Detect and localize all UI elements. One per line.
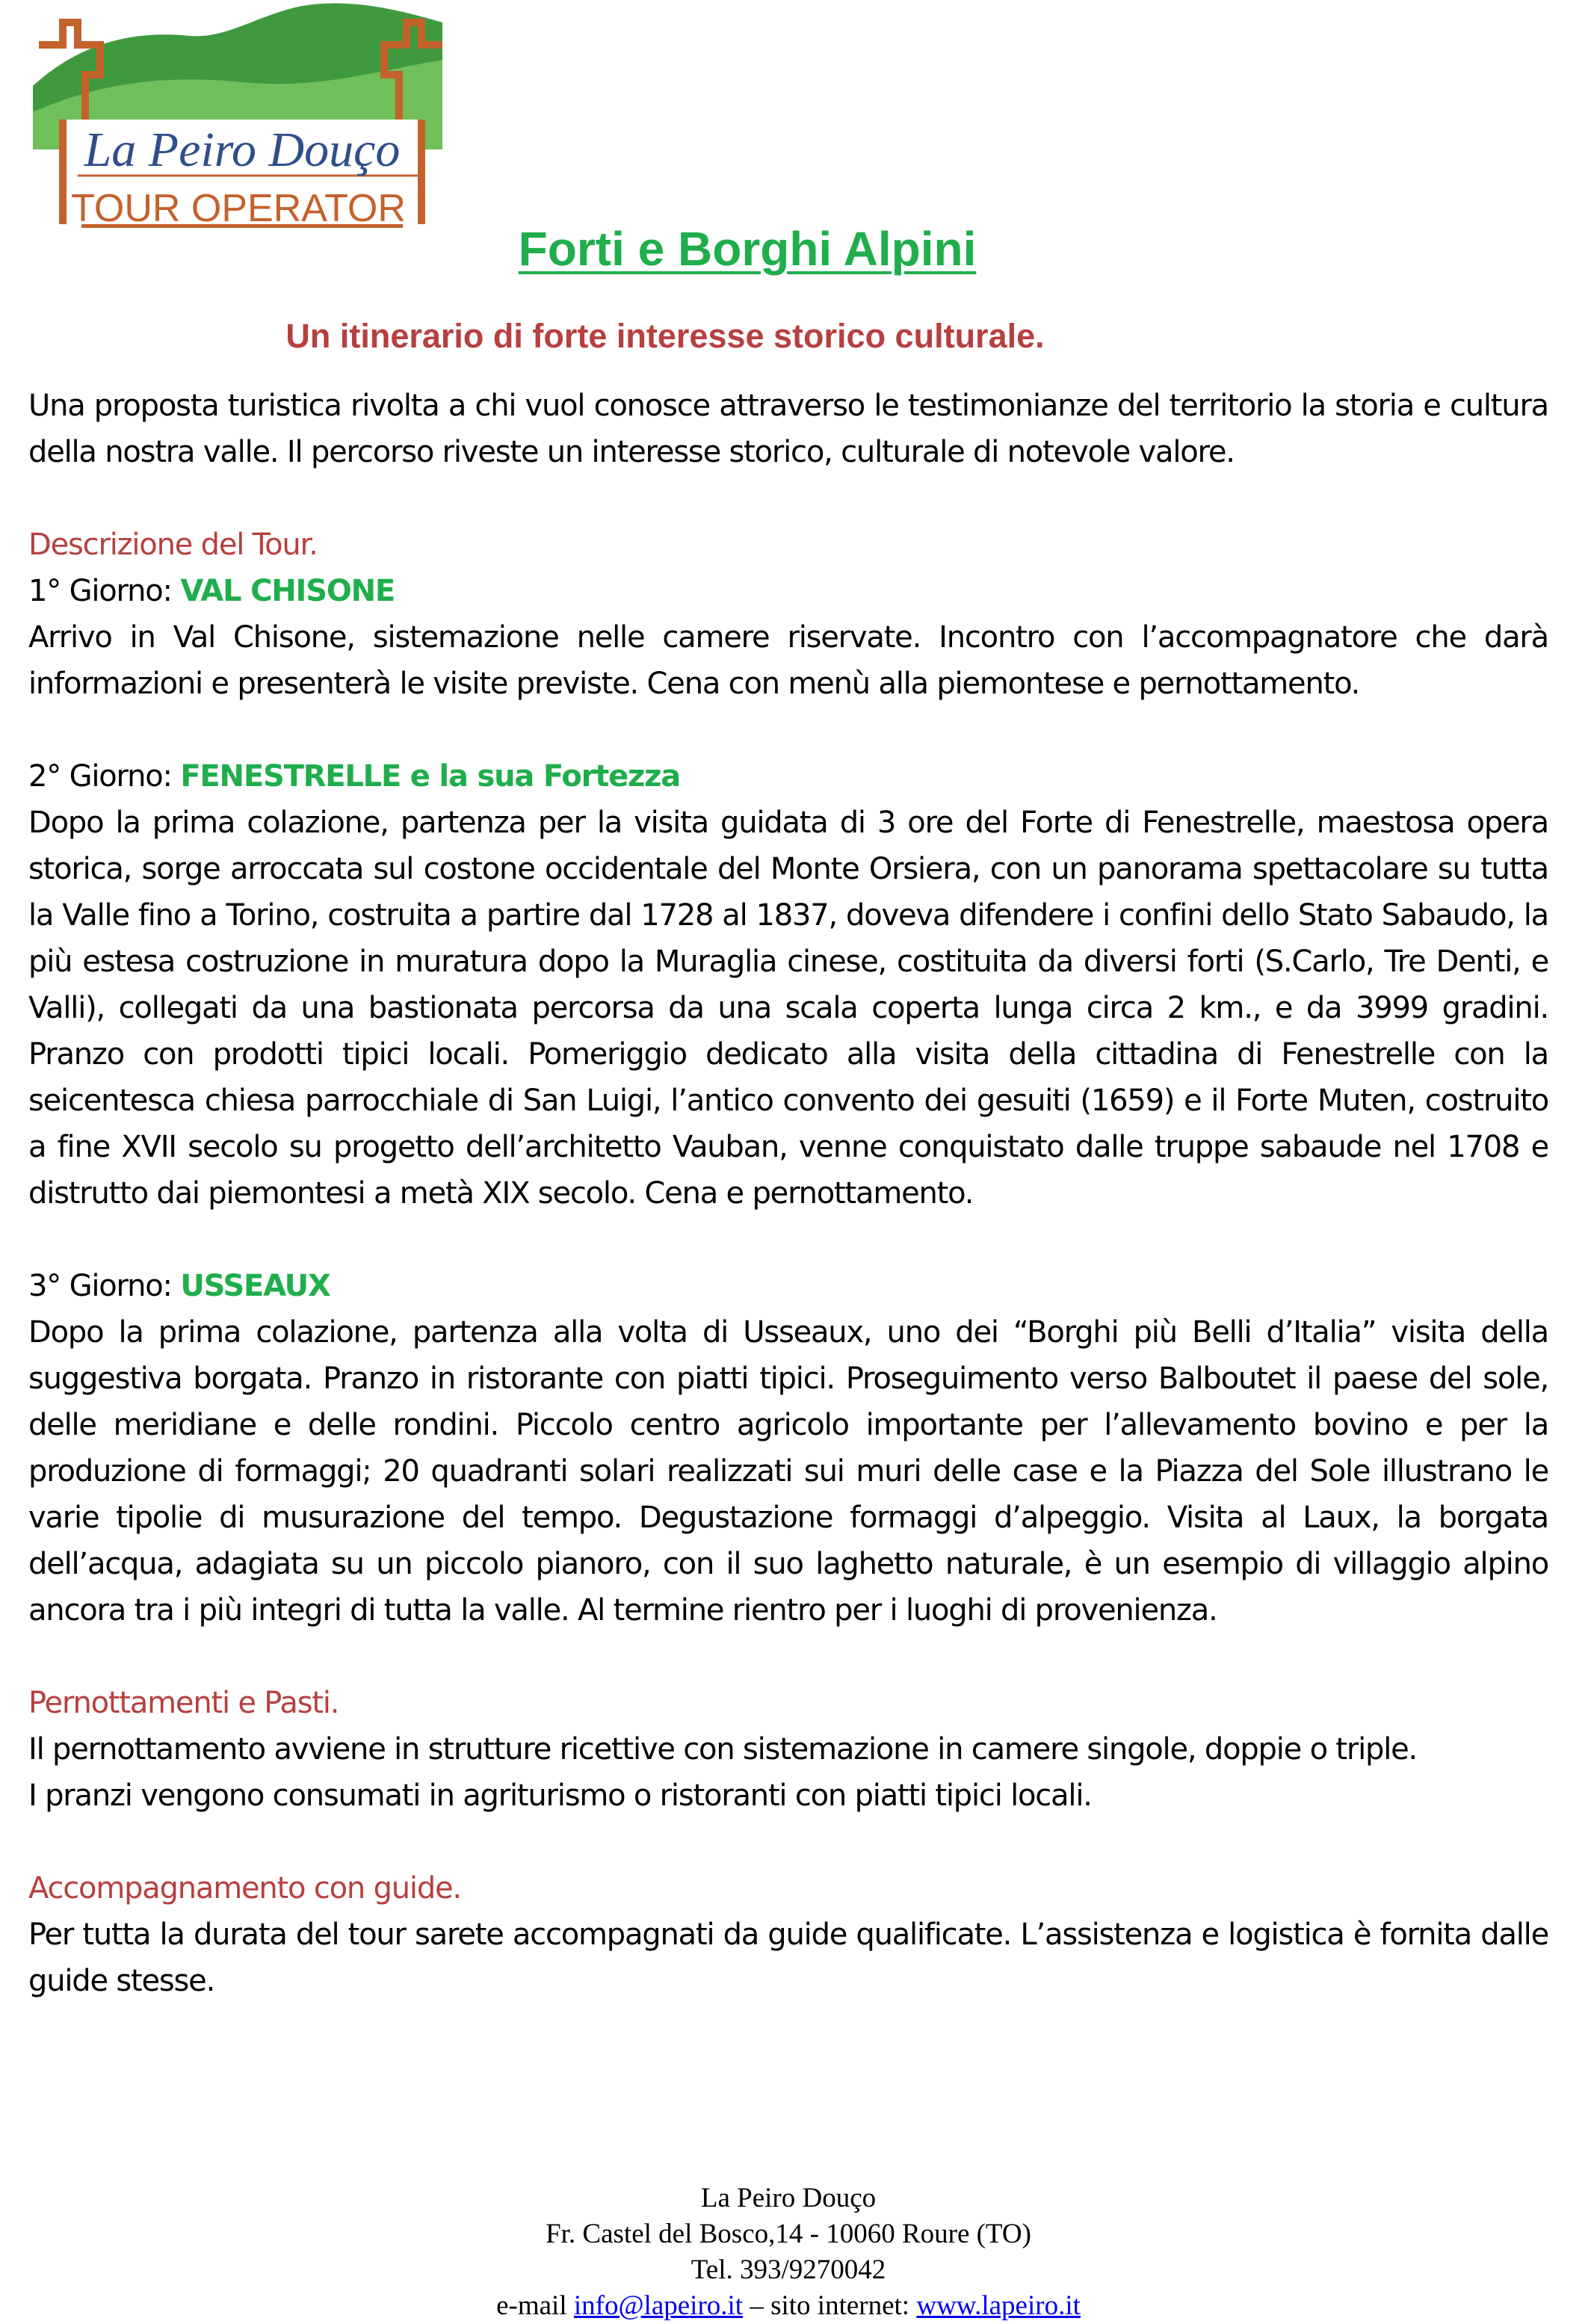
logo-name: La Peiro Douço	[84, 123, 401, 177]
footer-company: La Peiro Douço	[700, 2183, 877, 2213]
stays-line: Il pernottamento avviene in strutture ricettive con sistemazione in camere singole, doppie o triple.	[28, 1732, 1418, 1767]
day-heading	[28, 1263, 1548, 1309]
day-label: 2° Giorno:	[28, 759, 181, 794]
footer-address: Fr. Castel del Bosco,14 - 10060 Roure (TO)	[546, 2219, 1031, 2249]
day-description: Dopo la prima colazione, partenza alla volta di Usseaux, uno dei “Borghi più Belli d’Italia” visita della suggestiva borgata. Pranzo in ristorante con piatti tipici. Proseguimento verso Balboutet il paese del sole, delle meridiane e delle rondini. Piccolo centro agricolo importante per l’allevamento bovino e per la produzione di formaggi; 20 quadranti solari realizzati sui muri delle case e la Piazza del Sole illustrano le varie tipolie di musurazione del tempo. Degustazione formaggi d’alpeggio. Visita al Laux, la borgata dell’acqua, adagiata su un piccolo pianoro, con il suo laghetto naturale, è un esempio di villaggio alpino ancora tra i più integri di tutta la valle. Al termine rientro per i luoghi di provenienza.	[28, 1315, 1548, 1628]
footer-phone: Tel. 393/9270042	[691, 2255, 886, 2285]
guides-paragraph: Per tutta la durata del tour sarete accompagnati da guide qualificate. L’assistenza e logistica è fornita dalle guide stesse.	[28, 1917, 1548, 1998]
company-logo	[33, 0, 442, 254]
day-description: Arrivo in Val Chisone, sistemazione nelle camere riservate. Incontro con l’accompagnatore che darà informazioni e presenterà le visite previste. Cena con menù alla piemontese e pernottamento.	[28, 620, 1548, 701]
page-subtitle: Un itinerario di forte interesse storico culturale.	[285, 317, 1045, 355]
day-heading	[28, 568, 1548, 614]
section-heading-tour: Descrizione del Tour.	[28, 528, 318, 562]
intro-paragraph: Una proposta turistica rivolta a chi vuol conosce attraverso le testimonianze del territorio la storia e cultura della nostra valle. Il percorso riveste un interesse storico, culturale di notevole valore.	[28, 389, 1548, 469]
website-link[interactable]: www.lapeiro.it	[916, 2290, 1081, 2321]
day-name: FENESTRELLE e la sua Fortezza	[180, 759, 681, 794]
day-description: Dopo la prima colazione, partenza per la visita guidata di 3 ore del Forte di Fenestrelle, maestosa opera storica, sorge arroccata sul costone occidentale del Monte Orsiera, con un panorama spettacolare su tutta la Valle fino a Torino, costruita a partire dal 1728 al 1837, doveva difendere i confini dello Stato Sabaudo, la più estesa costruzione in muratura dopo la Muraglia cinese, costituita da diversi forti (S.Carlo, Tre Denti, e Valli), collegati da una bastionata percorsa da una scala coperta lunga circa 2 km., e da 3999 gradini. Pranzo con prodotti tipici locali. Pomeriggio dedicato alla visita della cittadina di Fenestrelle con la seicentesca chiesa parrocchiale di San Luigi, l’antico convento dei gesuiti (1659) e il Forte Muten, costruito a fine XVII secolo su progetto dell’architetto Vauban, venne conquistato dalle truppe sabaude nel 1708 e distrutto dai piemontesi a metà XIX secolo. Cena e pernottamento.	[28, 806, 1548, 1211]
day-label: 1° Giorno:	[28, 574, 181, 608]
page-title: Forti e Borghi Alpini	[518, 222, 977, 276]
logo-graphic	[33, 0, 442, 254]
day-name: VAL CHISONE	[180, 574, 395, 608]
section-heading-guides: Accompagnamento con guide.	[28, 1871, 461, 1906]
logo-tagline: TOUR OPERATOR	[71, 187, 406, 230]
day-name: USSEAUX	[180, 1269, 330, 1303]
section-heading-stays: Pernottamenti e Pasti.	[28, 1686, 339, 1720]
email-link[interactable]: info@lapeiro.it	[573, 2290, 744, 2321]
stays-line: I pranzi vengono consumati in agriturismo o ristoranti con piatti tipici locali.	[28, 1778, 1092, 1813]
day-label: 3° Giorno:	[28, 1269, 181, 1303]
day-heading	[28, 753, 1548, 800]
footer-email-label: e-mail	[496, 2290, 574, 2321]
footer-contacts	[0, 2288, 1577, 2324]
document-body	[28, 383, 1548, 2004]
footer	[0, 2181, 1577, 2324]
footer-site-label: – sito internet:	[743, 2290, 917, 2321]
